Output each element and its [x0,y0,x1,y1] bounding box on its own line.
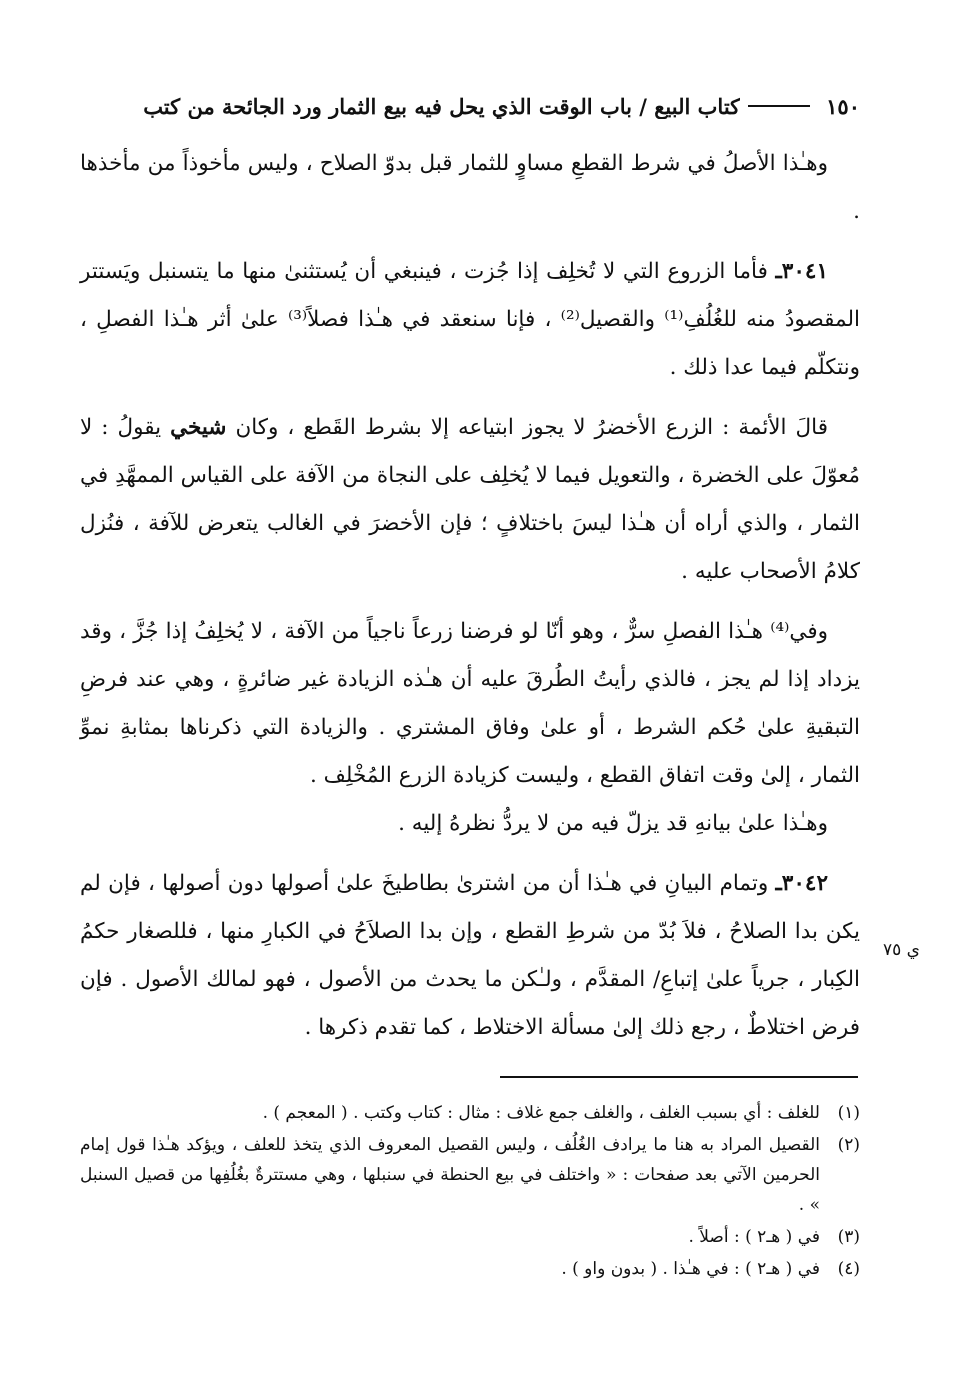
header-dash [748,105,810,107]
footnote-text: في ( هـ٢ ) : أصلاً . [688,1227,820,1247]
footnote-text: للغلف : أي بسبب الغلف ، والغلف جمع غلاف : مثال : كتاب وكتب . ( المعجم ) . [262,1103,820,1123]
footnotes [80,1098,860,1286]
main-text [80,140,860,1052]
paragraph-clarification-text: وهـٰذا علىٰ بيانهِ قد يزلّ فيه من لا يردُّ نظرهُ إليه . [398,811,828,836]
paragraph-3042 [80,860,860,1052]
page-number: ١٥٠ [826,93,860,119]
header-title: كتاب البيع / باب الوقت الذي يحل فيه بيع الثمار ورد الجائحة من كتب [143,93,741,119]
paragraph-imams-text-b: يقولُ : لا مُعوّلَ على الخضرة ، والتعويل فيما لا يُخلِف على النجاة من الآفة على القياس الممهَّدِ في الثمار ، والذي أراه أن هـٰذا ليسَ باختلافٍ ؛ فإن الأخضرَ في الغالب يتعرض للآفة ، فنُزل كلامُ الأصحاب عليه . [80,415,860,584]
paragraph-number: ٣٠٤١ـ [775,259,828,284]
footnote-number: (٤) [837,1259,860,1279]
footnote-divider [500,1076,858,1078]
paragraph-number: ٣٠٤٢ـ [775,871,828,896]
running-header [80,86,860,126]
footnote [80,1222,860,1252]
bold-term: شيخي [170,415,227,440]
footnote [80,1098,860,1128]
paragraph-3041-text: فأما الزروع التي لا تُخلِف إذا جُزت ، فينبغي أن يُستثنىٰ منها ما يتسنبل ويَستتر المقصودُ منه للغُلُفِ⁽¹⁾ والقصيل⁽²⁾ ، فإنا سنعقد في هـٰذا فصلاً⁽³⁾ علىٰ أثر هـٰذا الفصلِ ، ونتكلّم فيما عدا ذلك . [80,259,860,380]
footnote-text: القصيل المراد به هنا ما يرادف الغُلُف ، وليس القصيل المعروف الذي يتخذ للعلف ، ويؤكد هـٰذا قول إمام الحرمين الآتي بعد صفحات : « واختلف في بيع الحنطة في سنبلها ، وهي مستترةٌ بغُلُفِها من قصيل السنبل » . [80,1135,820,1215]
paragraph-3041 [80,248,860,392]
footnote-text: في ( هـ٢ ) : في هـٰذا . ( بدون واو ) . [561,1259,820,1279]
footnote-number: (٢) [837,1135,860,1155]
footnote-number: (٣) [837,1227,860,1247]
paragraph-imams-text-a: قالَ الأئمة : الزرع الأخضرُ لا يجوز ابتياعه إلا بشرط القَطع ، وكان [226,415,828,440]
paragraph-secret [80,608,860,800]
footnote [80,1254,860,1284]
footnote [80,1130,860,1220]
paragraph-secret-text: وفي⁽⁴⁾ هـٰذا الفصلِ سرٌّ ، وهو أنّا لو فرضنا زرعاً ناجياً من الآفة ، لا يُخلِفُ إذا جُزَّ ، وقد يزداد إذا لم يجز ، فالذي رأيتُ الطُرقَ عليه أن هـٰذه الزيادة غير ضائرةٍ ، وهي عند فرضِ التبقيةِ علىٰ حُكم الشرط ، أو علىٰ وفاق المشتري . والزيادة التي ذكرناها بمثابةِ نموِّ الثمار ، إلىٰ وقت اتفاق القطع ، وليست كزيادة الزرع المُخْلِف . [80,619,860,788]
paragraph-1-text: وهـٰذا الأصلُ في شرط القطعِ مساوٍ للثمار قبل بدوّ الصلاح ، وليس مأخوذاً من مأخذها . [80,151,860,224]
paragraph-imams [80,404,860,596]
margin-folio-note: ي ٧٥ [883,940,920,960]
paragraph-3042-text: وتمام البيانِ في هـٰذا أن من اشترىٰ بطاطيخَ علىٰ أصولها دون أصولها ، فإن لم يكن بدا الصلاحُ ، فلاَ بُدّ من شرطِ القطع ، وإن بدا الصلاَحُ في الكبارِ منها ، فللصغار حكمُ الكِبار ، جرياً علىٰ إتباعِ/ المقدَّم ، ولـٰكن ما يحدث من الأصول ، فهو لمالك الأصول . فإن فرض اختلاطٌ ، رجع ذلك إلىٰ مسألة الاختلاط ، كما تقدم ذكرها . [80,871,860,1040]
paragraph-clarification [80,800,860,848]
footnote-number: (١) [837,1103,860,1123]
paragraph-1 [80,140,860,236]
